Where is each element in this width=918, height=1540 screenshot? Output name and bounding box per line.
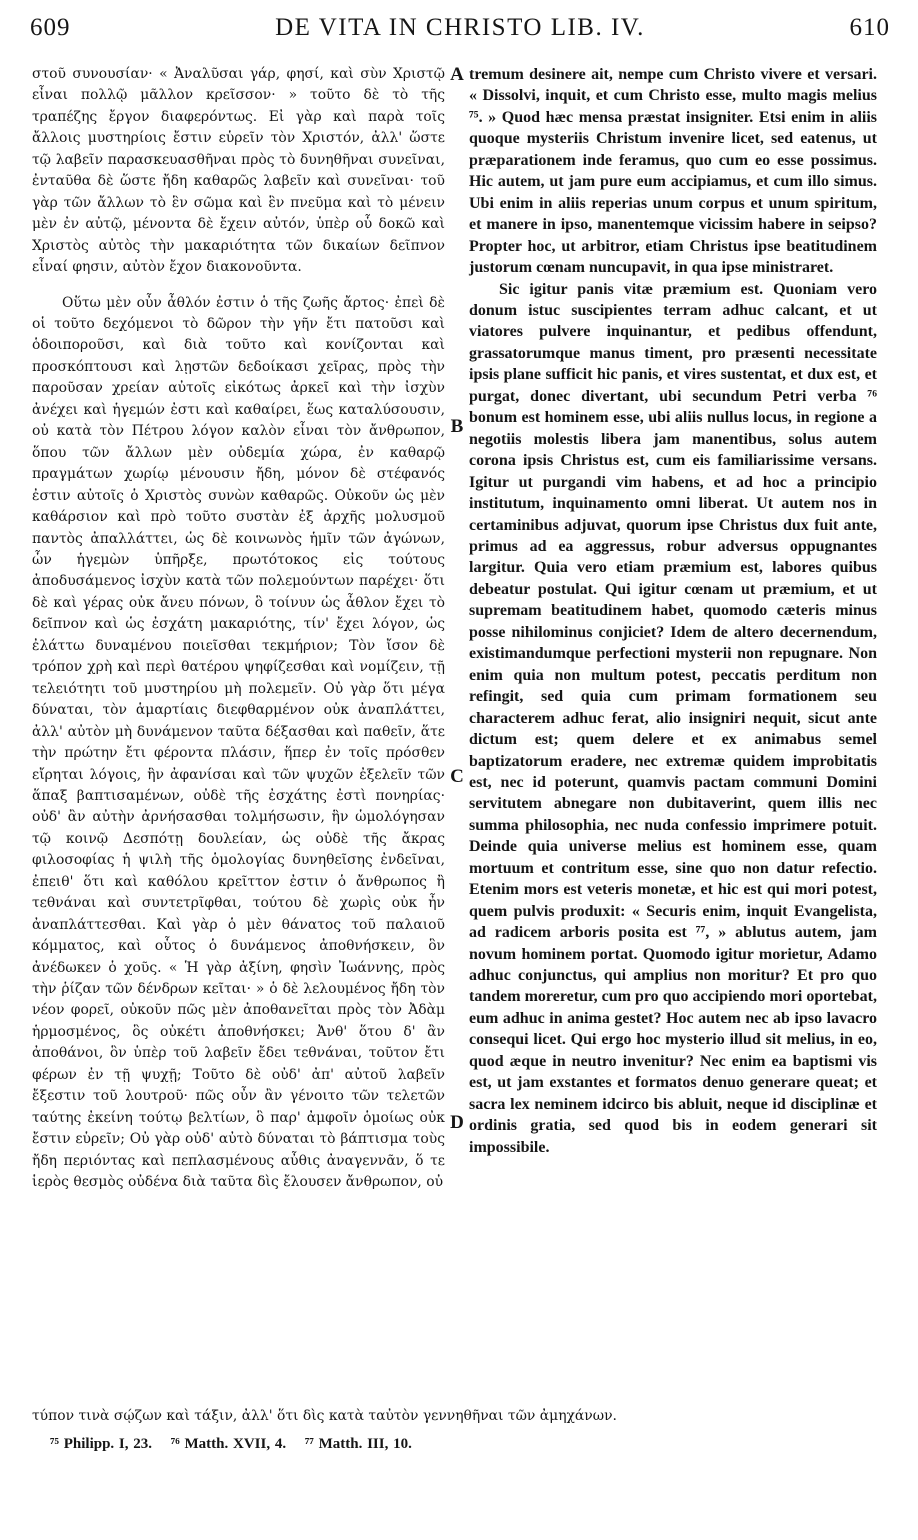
greek-paragraph-1: στοῦ συνουσίαν· « Ἀναλῦσαι γάρ, φησί, καὶ σὺν Χριστῷ εἶναι πολλῷ μᾶλλον κρεῖσσον· » τοῦτο δὲ τὸ τῆς τραπέζης ἔργον διαφερόντως. Εἰ γὰρ καὶ παρὰ τοῖς ἄλλοις μυστηρίοις ἔστιν εὑρεῖν τὸν Χριστόν, ἀλλ' ὥστε τῷ λαβεῖν παρασκευασθῆναι πρὸς τὸ δυνηθῆναι συνεῖναι, ἐνταῦθα δὲ ὥστε ἤδη καθαρῶς λαβεῖν καὶ συνεῖναι· τοῦ γὰρ τῶν ἄλλων τὸ ἓν σῶμα καὶ ἓν πνεῦμα καὶ τὸ μένειν μὲν ἐν αὐτῷ, μένοντα δὲ ἔχειν αὐτόν, ὑπὲρ οὗ δοκῶ καὶ Χριστὸς αὐτὸς τὴν μακαριότητα τῶν δικαίων δεῖπνον εἶναί φησιν, αὐτὸν ἔχον διακονοῦντα. — [32, 66, 445, 276]
footnotes — [50, 1436, 426, 1453]
page-number-right: 610 — [849, 14, 890, 41]
running-title: DE VITA IN CHRISTO LIB. IV. — [275, 14, 645, 41]
greek-closing-line: τύπον τινὰ σῴζων καὶ τάξιν, ἀλλ' ὅτι δὶς κατὰ ταὐτὸν γεννηθῆναι τῶν ἀμηχάνων. — [32, 1408, 617, 1424]
page-header — [30, 14, 890, 50]
latin-column — [469, 64, 877, 1158]
footnote-75: ⁷⁵ Philipp. I, 23. — [50, 1436, 153, 1452]
greek-column — [32, 64, 445, 1194]
page-number-left: 609 — [30, 14, 71, 41]
greek-paragraph-2: Οὕτω μὲν οὖν ἆθλόν ἐστιν ὁ τῆς ζωῆς ἄρτος· ἐπεὶ δὲ οἱ τοῦτο δεχόμενοι τὸ δῶρον τὴν γῆν ἔτι πατοῦσι καὶ ὁδοιποροῦσι, καὶ διὰ τοῦτο καὶ κονίζονται καὶ προσκόπτουσι καὶ λῃστῶν δεδοίκασι χεῖρας, πρὸς τὴν παροῦσαν χρείαν αὐτοῖς εἰκότως ἀρκεῖ καὶ τὴν ἰσχὺν ἀνέχει καὶ ἡγεμών ἐστι καὶ καθαίρει, ἕως καταλύσουσιν, οὐ κατὰ τὸν Πέτρου λόγον καλὸν εἶναι τὸν ἄνθρωπον, ὅπου τῶν ἄλλων μὲν οὐδεμία χώρα, ἐν καθαρῷ πραγμάτων χωρίῳ μένουσιν ἤδη, μόνον δὲ στέφανός ἐστιν αὐτοῖς ὁ Χριστὸς συνὼν καθαρῶς. Οὐκοῦν ὡς μὲν καθάρσιον καὶ πρὸ τοῦτο συστὰν ἐξ ἀρχῆς μολυσμοῦ παντὸς ἀπαλλάττει, ὡς δὲ κοινωνὸς ἡμῖν τῶν ἀγώνων, ὧν ἡγεμὼν ὑπῆρξε, πρωτότοκος εἰς τούτους ἀποδυσάμενος ἰσχὺν κατὰ τῶν πολεμούντων παρέχει· ὅτι δὲ καὶ γέρας οὐκ ἄνευ πόνων, ὃ τοίνυν ὡς ἆθλον ἔχει τὸ δεῖπνον καὶ ὡς ἐσχάτη μακαριότης, τίν' ἔχει λόγον, ὡς ἐλάττω δυναμένου ποιεῖσθαι τεκμήριον; Τὸν ἴσον δὲ τρόπον χρὴ καὶ περὶ θατέρου ψηφίζεσθαι καὶ νομίζειν, τῇ τελειότητι τοῦ μυστηρίου μὴ πολεμεῖν. Οὐ γὰρ ὅτι μέγα δύναται, τὸν ἁμαρτίαις διεφθαρμένον οὐκ ἀναπλάττει, ἀλλ' αὐτὸν μὴ δυνάμενον ταῦτα δέξασθαι καὶ παθεῖν, ἅτε τὴν πρώτην ἔτι φέροντα πλάσιν, ἥπερ ἐν τοῖς πρόσθεν εἴρηται λόγοις, ἣν ἀφανίσαι καὶ τῶν ψυχῶν ἐξελεῖν τῶν ἅπαξ βαπτισαμένων, οὐδὲ τῆς ἐσχάτης ἐστὶ πονηρίας· οὐδ' ἂν αὐτὴν ἀρνήσασθαι τολμήσωσιν, ἣν ὡμολόγησαν τῷ κοινῷ Δεσπότῃ δουλείαν, ὡς οὐδὲ τῆς ἄκρας φιλοσοφίας ἡ ψιλὴ τῆς ὁμολογίας δυνηθεῖσης ἐνδεῖναι, ἐπειθ' ὅτι καὶ καθόλου κρεῖττον ἐστιν ὁ ἄνθρωπος ἢ τεθνάναι καὶ συντετρῖφθαι, τούτου δὲ χωρὶς οὐκ ἦν ἀναπλάττεσθαι. Καὶ γὰρ ὁ μὲν θάνατος τοῦ παλαιοῦ κόμματος, καὶ οὗτος ὁ δυνάμενος ἀποθνήσκειν, ὃν ἀνέδωκεν ὁ χοῦς. « Ἡ γὰρ ἀξίνη, φησὶν Ἰωάννης, πρὸς τὴν ῥίζαν τῶν δένδρων κεῖται· » ὁ δὲ λελουμένος ἤδη τὸν νέον φορεῖ, οὐκοῦν πῶς μὲν ἀποθανεῖται πρὸς τὸν Ἀδὰμ ἡρμοσμένος, ὃς οὐκέτι ἀποθνήσκει; Ἀνθ' ὅτου δ' ἂν ἀποθάνοι, ὃν ὑπὲρ τοῦ λαβεῖν ἔδει τεθνάναι, τοῦτον ἔτι φέρων ἐν τῇ ψυχῇ; Τοῦτο δὲ οὐδ' ἀπ' αὐτοῦ λαβεῖν ἔξεστιν τοῦ λουτροῦ· πῶς οὖν ἂν γένοιτο τῶν τελετῶν ταύτης ἐκείνη τούτῳ βελτίων, ὃ παρ' ἀμφοῖν ὁμοίως οὐκ ἔστιν εὑρεῖν; Οὐ γὰρ οὐδ' αὐτὸ δύναται τὸ βάπτισμα τοὺς ἤδη περιόντας καὶ πεπλασμένους αὖθις ἀναγεννᾶν, ὅ τε ἱερὸς θεσμὸς οὐδένα διὰ ταῦτα δὶς ἔλουσεν ἄνθρωπον, οὐ — [32, 294, 445, 1191]
footnote-76: ⁷⁶ Matth. XVII, 4. — [170, 1436, 287, 1452]
footnote-77: ⁷⁷ Matth. III, 10. — [304, 1436, 412, 1452]
margin-marker-a: A — [450, 64, 464, 85]
latin-paragraph-2: Sic igitur panis vitæ præmium est. Quoniam vero donum istuc suscipientes terram adhuc calcant, et ut viatores pulvere inquinantur, et pedibus offendunt, grassatorumque manus timent, pro præsenti necessitate ipsis plane sufficit hic panis, et vires sustentat, et dux est, et purgat, donec divertant, ubi secundum Petri verba ⁷⁶ bonum est hominem esse, ubi aliis nullus locus, in regione a negotiis molestis libera jam manentibus, solus autem corona ipsis Christus est, cum eis familiarissime versans. Igitur ut purgandi vim habens, et ad hoc a principio institutum, inquinamento omni liberat. Ut autem nos in certaminibus adjuvat, quorum ipse Christus dux fuit ante, primus ad ea aggressus, robur adversus oppugnantes largitur. Quia vero etiam præmium est, labores quibus debeatur postulat. Qui igitur cœnam ut præmium, et ut supremam beatitudinem habet, quomodo cæteris minus posse nihilominus conjiciet? Idem de altero decernendum, existimandumque perfectioni mysterii non repugnare. Non enim quia non multum potest, peccatis perditum non refingit, sed quia cum primam formationem seu characterem adhuc ferat, alio insigniri nequit, sicut ante dictum est; quem delere et ex animabus semel baptizatorum eradere, nec extremæ quidem improbitatis est, nec id poterunt, quamvis pactam communi Domini servitutem abnegare non dubitaverint, quem illis nec summa philosophia, nec nuda confessio imprimere potuit. Deinde quia universe melius est hominem esse, quam mortuum et contritum esse, sine quo non datur refectio. Etenim mors est veteris monetæ, et hic est qui mori potest, quem pulvis produxit: « Securis enim, inquit Evangelista, ad radicem arboris posita est ⁷⁷, » ablutus autem, jam novum hominem portat. Quomodo igitur morietur, Adamo adhuc conjunctus, qui amplius non moritur? Et pro quo tandem moreretur, cum pro quo accipiendo mori oportebat, eum adhuc in anima gestet? Hoc autem nec ab ipso lavacro consequi licet. Qui ergo hoc mysterio illud sit melius, in eo, quod æque in neutro invenitur? Nec enim ea baptismi vis est, ut jam exstantes et formatos denuo generare queat; et sacra lex neminem idcirco bis abluit, neque id disciplinæ et ordinis gratia, sed quod bis in eodem generari sit impossibile. — [469, 280, 877, 1156]
margin-marker-d: D — [450, 1112, 464, 1133]
margin-marker-c: C — [450, 766, 464, 787]
latin-paragraph-1: tremum desinere ait, nempe cum Christo vivere et versari. « Dissolvi, inquit, et cum Christo esse, multo magis melius ⁷⁵. » Quod hæc mensa præstat insigniter. Etsi enim in aliis quoque mysteriis Christum invenire licet, sed eatenus, ut præparationem inde feramus, quo cum eo esse possimus. Hic autem, ut jam pure eum accipiamus, et cum illo simus. Ubi enim in aliis reperias unum corpus et unum spiritum, et manere in ipso, manentemque vicissim habere in seipso? Propter hoc, ut arbitror, etiam Christus ipse beatitudinem justorum cœnam nuncupavit, in qua ipse ministraret. — [469, 66, 877, 277]
margin-marker-b: B — [450, 416, 464, 437]
